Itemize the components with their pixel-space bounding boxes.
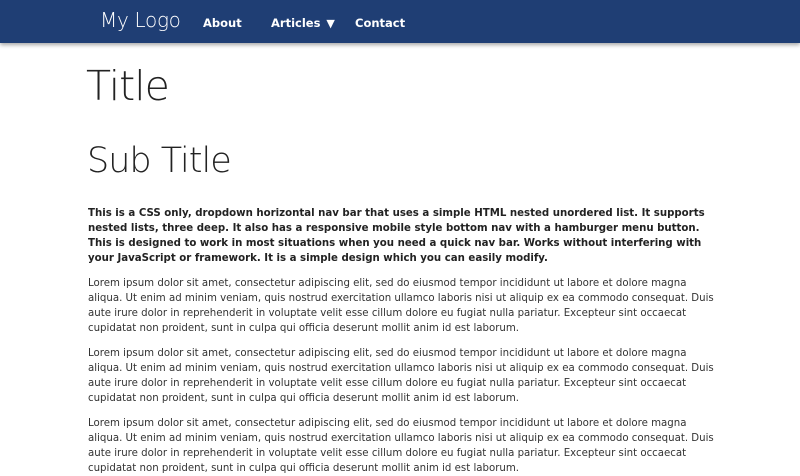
nav-item-contact[interactable] [355,16,405,30]
page-subtitle: Sub Title [87,141,231,181]
nav-item-about[interactable] [203,16,242,30]
nav-item-label: About [203,16,242,30]
body-paragraph: Lorem ipsum dolor sit amet, consectetur adipiscing elit, sed do eiusmod tempor incididunt ut labore et dolore magna aliqua. Ut enim ad minim veniam, quis nostrud exercitation ullamco laboris nisi ut aliquip ex ea commodo consequat. Duis aute irure dolor in reprehenderit in voluptate velit esse cillum dolore eu fugiat nulla pariatur. Excepteur sint occaecat cupidatat non proident, sunt in culpa qui officia deserunt mollit anim id est laborum. [88,278,714,334]
body-paragraph: Lorem ipsum dolor sit amet, consectetur adipiscing elit, sed do eiusmod tempor incididunt ut labore et dolore magna aliqua. Ut enim ad minim veniam, quis nostrud exercitation ullamco laboris nisi ut aliquip ex ea commodo consequat. Duis aute irure dolor in reprehenderit in voluptate velit esse cillum dolore eu fugiat nulla pariatur. Excepteur sint occaecat cupidatat non proident, sunt in culpa qui officia deserunt mollit anim id est laborum. [88,348,714,404]
top-navbar [0,0,800,43]
lead-paragraph: This is a CSS only, dropdown horizontal nav bar that uses a simple HTML nested unordered list. It supports nested lists, three deep. It also has a responsive mobile style bottom nav with a hamburger menu button. This is designed to work in most situations when you need a quick nav bar. Works without interfering with your JavaScript or framework. It is a simple design which you can easily modify. [88,208,705,264]
logo-link[interactable]: My Logo [100,8,181,32]
nav-item-label: Articles [271,16,321,30]
caret-down-icon: ▼ [326,17,335,30]
nav-item-articles[interactable] [271,16,335,30]
page-title: Title [86,62,169,110]
body-paragraph: Lorem ipsum dolor sit amet, consectetur adipiscing elit, sed do eiusmod tempor incididunt ut labore et dolore magna aliqua. Ut enim ad minim veniam, quis nostrud exercitation ullamco laboris nisi ut aliquip ex ea commodo consequat. Duis aute irure dolor in reprehenderit in voluptate velit esse cillum dolore eu fugiat nulla pariatur. Excepteur sint occaecat cupidatat non proident, sunt in culpa qui officia deserunt mollit anim id est laborum. [88,418,714,474]
nav-item-label: Contact [355,16,406,30]
